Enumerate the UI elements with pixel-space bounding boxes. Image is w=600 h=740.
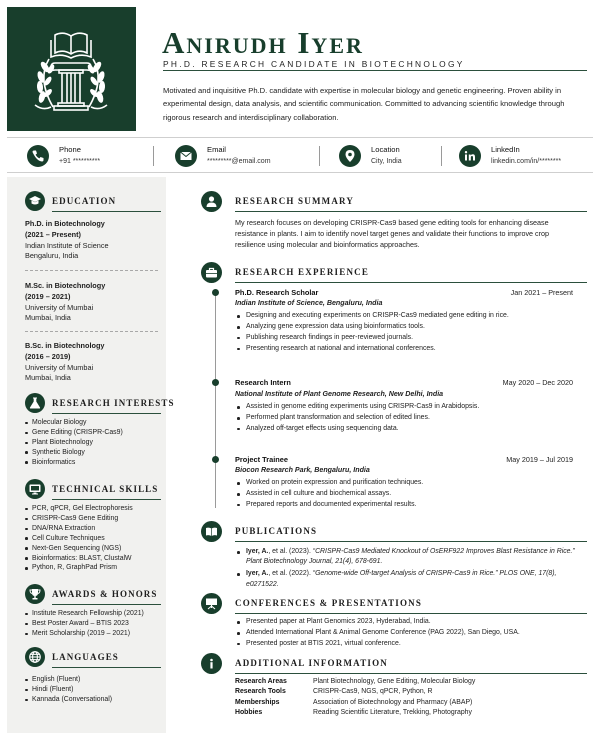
list-item: Iyer, A., et al. (2023). “CRISPR-Cas9 Mediated Knockout of OsERF922 Improves Blast Resistance in Rice.” Plant Biotechnology Journal, 21(4), 678-691. — [235, 547, 581, 567]
list-item: Assisted in genome editing experiments using CRISPR-Cas9 in Arabidopsis. — [235, 402, 479, 413]
list-item: Designing and executing experiments on CRISPR-Cas9 mediated gene editing in rice. — [235, 311, 509, 322]
list-item: CRISPR-Cas9 Gene Editing — [25, 514, 133, 524]
additional-info-table — [235, 677, 475, 719]
list-item: Analyzed off-target effects using sequencing data. — [235, 424, 479, 435]
title-divider — [163, 70, 587, 71]
monitor-icon — [25, 479, 45, 499]
contact-label: Location — [371, 145, 400, 154]
list-item: Best Poster Award – BTIS 2023 — [25, 619, 144, 629]
book-pillar-laurel-icon — [7, 7, 136, 131]
conferences-list — [235, 617, 520, 650]
job-organization: Biocon Research Park, Bengaluru, India — [235, 466, 370, 474]
education-entry: B.Sc. in Biotechnology (2016 – 2019) University of Mumbai Mumbai, India — [25, 341, 105, 383]
list-item: Hindi (Fluent) — [25, 685, 112, 695]
job-title: Research Intern — [235, 378, 291, 387]
additional-info-heading: ADDITIONAL INFORMATION — [201, 653, 587, 673]
profile-summary: Motivated and inquisitive Ph.D. candidate with expertise in molecular biology and genetic engineering. Proven ability in experimental design, data analysis, and scientific communication. Committed to advancing scientific knowledge through rigorous research and interdisciplinary collaboration. — [163, 86, 565, 122]
research-experience-heading: RESEARCH EXPERIENCE — [201, 262, 587, 282]
contact-divider — [319, 146, 320, 166]
logo-emblem — [7, 7, 136, 131]
list-item: Presented paper at Plant Genomics 2023, Hyderabad, India. — [235, 617, 520, 628]
list-item: DNA/RNA Extraction — [25, 524, 133, 534]
contact-value: *********@email.com — [207, 158, 271, 165]
list-item: Attended International Plant & Animal Genome Conference (PAG 2022), San Diego, USA. — [235, 628, 520, 639]
graduation-cap-icon — [25, 191, 45, 211]
research-interests-heading: RESEARCH INTERESTS — [25, 393, 161, 413]
info-row: Research Areas Plant Biotechnology, Gene Editing, Molecular Biology — [235, 678, 476, 685]
list-item: Iyer, A., et al. (2022). “Genome-wide Off-target Analysis of CRISPR-Cas9 in Rice.” PLOS ONE, 17(8), e0271522. — [235, 569, 581, 589]
job-date: May 2019 – Jul 2019 — [506, 455, 573, 464]
info-icon — [201, 653, 222, 674]
research-interests-list — [25, 418, 123, 468]
list-item: Worked on protein expression and purification techniques. — [235, 478, 423, 489]
job-bullets — [235, 478, 423, 511]
technical-skills-list — [25, 504, 133, 573]
list-item: PCR, qPCR, Gel Electrophoresis — [25, 504, 133, 514]
job-bullets — [235, 311, 509, 355]
education-heading: EDUCATION — [25, 191, 161, 211]
contact-bar — [7, 137, 593, 173]
education-separator — [25, 331, 158, 332]
candidate-name: Anirudh Iyer — [162, 25, 364, 60]
research-summary-heading: RESEARCH SUMMARY — [201, 191, 587, 211]
list-item: Bioinformatics — [25, 458, 123, 468]
timeline-dot — [212, 289, 219, 296]
list-item: Gene Editing (CRISPR-Cas9) — [25, 428, 123, 438]
contact-label: Email — [207, 145, 226, 154]
presentation-board-icon — [201, 593, 222, 614]
research-summary-text: My research focuses on developing CRISPR-Cas9 based gene editing tools for enhancing disease resistance in plants. I aim to identify novel target genes and validate their functions to improve crop resilience using molecular and bioinformatics approaches. — [235, 218, 550, 250]
info-row: Memberships Association of Biotechnology and Pharmacy (ABAP) — [235, 698, 473, 706]
list-item: Presenting research at national and international conferences. — [235, 344, 509, 355]
trophy-icon — [25, 584, 45, 604]
phone-icon — [27, 145, 49, 167]
education-entry: Ph.D. in Biotechnology (2021 – Present) Indian Institute of Science Bengaluru, India — [25, 219, 109, 261]
list-item: Cell Culture Techniques — [25, 534, 133, 544]
globe-icon — [25, 647, 45, 667]
timeline-line — [215, 292, 216, 508]
email-icon — [175, 145, 197, 167]
info-row: Hobbies Reading Scientific Literature, Trekking, Photography — [235, 709, 472, 717]
conferences-heading: CONFERENCES & PRESENTATIONS — [201, 593, 587, 613]
education-separator — [25, 270, 158, 271]
briefcase-icon — [201, 262, 222, 283]
awards-heading: AWARDS & HONORS — [25, 584, 161, 604]
flask-icon — [25, 393, 45, 413]
languages-list — [25, 675, 112, 705]
contact-value: linkedin.com/in/******** — [491, 158, 562, 165]
list-item: Prepared reports and documented experimental results. — [235, 500, 423, 511]
resume-page — [7, 7, 593, 733]
job-bullets — [235, 402, 479, 435]
list-item: Next-Gen Sequencing (NGS) — [25, 544, 133, 554]
job-title: Project Trainee — [235, 455, 288, 464]
list-item: Performed plant transformation and selection of edited lines. — [235, 413, 479, 424]
list-item: Presented poster at BTIS 2021, virtual conference. — [235, 639, 520, 650]
publications-list — [235, 547, 581, 592]
candidate-title: PH.D. RESEARCH CANDIDATE IN BIOTECHNOLOGY — [163, 59, 465, 69]
contact-divider — [441, 146, 442, 166]
contact-value: +91 ********** — [59, 158, 101, 165]
location-pin-icon — [339, 145, 361, 167]
list-item: Merit Scholarship (2019 – 2021) — [25, 629, 144, 639]
awards-list — [25, 609, 144, 639]
list-item: Python, R, GraphPad Prism — [25, 563, 133, 573]
person-icon — [201, 191, 222, 212]
list-item: Institute Research Fellowship (2021) — [25, 609, 144, 619]
job-date: May 2020 – Dec 2020 — [502, 378, 573, 387]
timeline-dot — [212, 379, 219, 386]
contact-value: City, India — [371, 158, 402, 165]
job-date: Jan 2021 – Present — [510, 288, 573, 297]
list-item: Kannada (Conversational) — [25, 695, 112, 705]
linkedin-icon — [459, 145, 481, 167]
job-organization: National Institute of Plant Genome Research, New Delhi, India — [235, 390, 444, 398]
list-item: Synthetic Biology — [25, 448, 123, 458]
job-title: Ph.D. Research Scholar — [235, 288, 319, 297]
publications-heading: PUBLICATIONS — [201, 521, 587, 541]
contact-label: Phone — [59, 145, 81, 154]
technical-skills-heading: TECHNICAL SKILLS — [25, 479, 161, 499]
list-item: Publishing research findings in peer-reviewed journals. — [235, 333, 509, 344]
contact-divider — [153, 146, 154, 166]
info-row: Research Tools CRISPR-Cas9, NGS, qPCR, Python, R — [235, 688, 433, 696]
list-item: Molecular Biology — [25, 418, 123, 428]
list-item: Plant Biotechnology — [25, 438, 123, 448]
list-item: English (Fluent) — [25, 675, 112, 685]
timeline-dot — [212, 456, 219, 463]
contact-label: LinkedIn — [491, 145, 520, 154]
education-entry: M.Sc. in Biotechnology (2019 – 2021) University of Mumbai Mumbai, India — [25, 281, 106, 323]
list-item: Bioinformatics: BLAST, ClustalW — [25, 554, 133, 564]
job-organization: Indian Institute of Science, Bengaluru, India — [235, 299, 383, 307]
list-item: Assisted in cell culture and biochemical assays. — [235, 489, 423, 500]
open-book-icon — [201, 521, 222, 542]
list-item: Analyzing gene expression data using bioinformatics tools. — [235, 322, 509, 333]
languages-heading: LANGUAGES — [25, 647, 161, 667]
